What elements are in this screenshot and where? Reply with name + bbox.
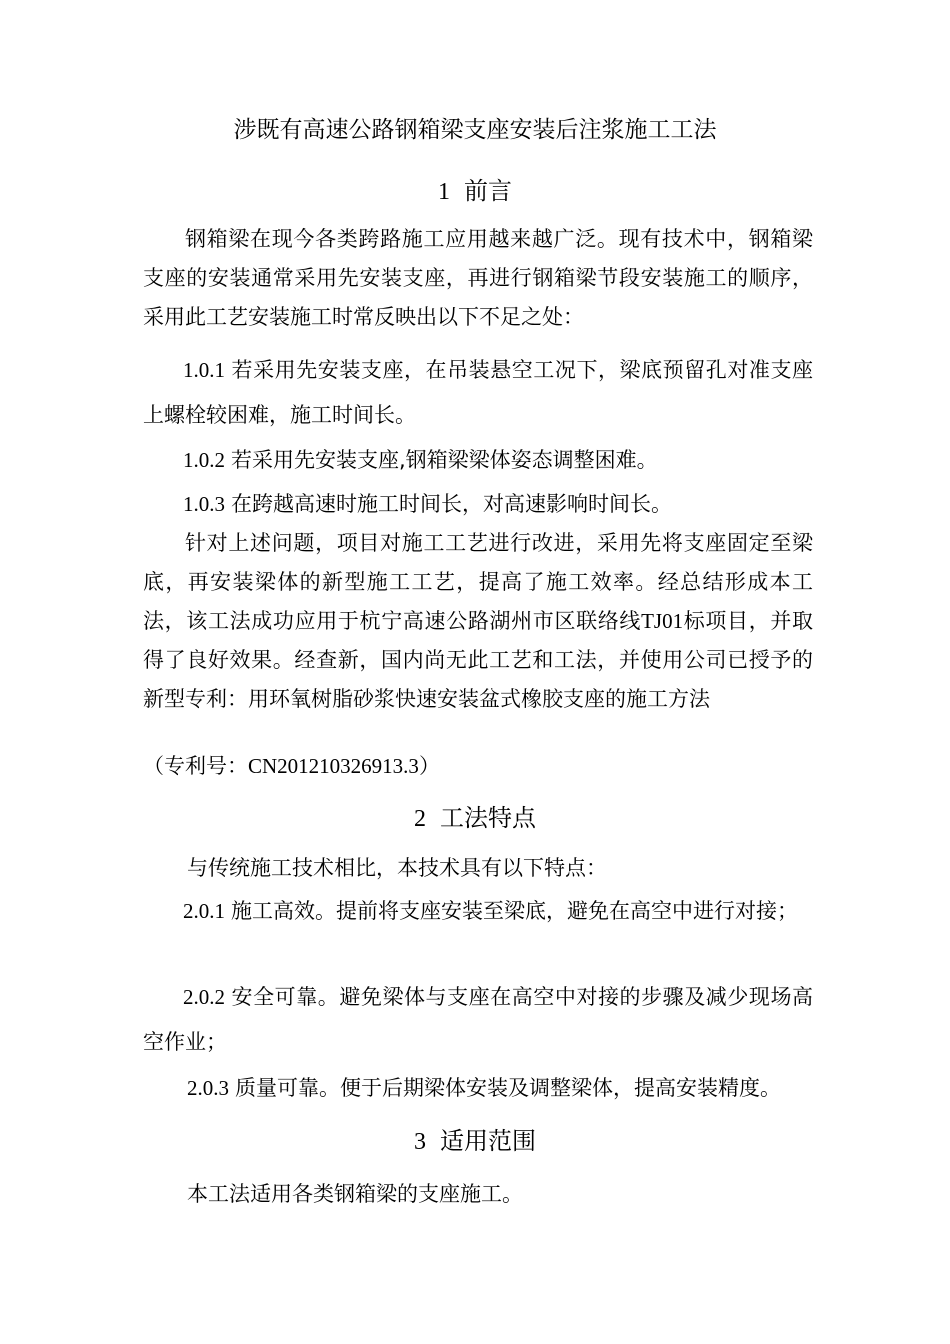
item-code: 1.0.1 [183, 358, 225, 382]
item-text: 施工高效。提前将支座安装至梁底，避免在高空中进行对接； [231, 899, 798, 923]
list-item [183, 488, 672, 518]
section-title: 工法特点 [440, 804, 536, 832]
paragraph-improvement [143, 524, 813, 719]
paragraph-intro: 钢箱梁在现今各类跨路施工应用越来越广泛。现有技术中，钢箱梁支座的安装通常采用先安装支座，再进行钢箱梁节段安装施工的顺序，采用此工艺安装施工时常反映出以下不足之处： [143, 227, 813, 329]
section-number: 2 [414, 806, 426, 832]
item-text: 若采用先安装支座，在吊装悬空工况下，梁底预留孔对准支座上螺栓较困难，施工时间长。 [143, 358, 813, 427]
list-item [183, 444, 658, 474]
item-code: 1.0.2 [183, 448, 225, 472]
list-item [187, 1072, 781, 1102]
document-title: 涉既有高速公路钢箱梁支座安装后注浆施工工法 [233, 117, 717, 143]
item-code: 2.0.3 [187, 1076, 229, 1100]
list-item [143, 348, 813, 438]
item-code: 1.0.3 [183, 492, 225, 516]
section-heading-2 [0, 800, 950, 837]
patent-suffix: ） [418, 754, 440, 778]
section-number: 1 [438, 179, 450, 205]
item-text: 若采用先安装支座,钢箱梁梁体姿态调整困难。 [231, 448, 658, 472]
list-item [143, 975, 813, 1065]
paragraph-text: 针对上述问题，项目对施工工艺进行改进，采用先将支座固定至梁底，再安装梁体的新型施工工艺，提高了施工效率。经总结形成本工法，该工法成功应用于杭宁高速公路湖州市区联络线 [143, 531, 813, 633]
item-code: 2.0.2 [183, 985, 225, 1009]
item-text: 质量可靠。便于后期梁体安装及调整梁体，提高安装精度。 [235, 1076, 781, 1100]
paragraph-intro: 与传统施工技术相比，本技术具有以下特点： [187, 856, 607, 880]
item-text: 安全可靠。避免梁体与支座在高空中对接的步骤及减少现场高空作业； [143, 985, 813, 1054]
section-heading-1 [0, 173, 950, 210]
item-code: 2.0.1 [183, 899, 225, 923]
patent-prefix: （专利号： [143, 754, 248, 778]
patent-number: CN201210326913.3 [248, 754, 419, 778]
section-title: 前言 [464, 177, 512, 205]
paragraph-text: 标项目，并取得了良好效果。经查新，国内尚无此工艺和工法，并使用公司已授予的新型专利：用环氧树脂砂浆快速安装盆式橡胶支座的施工方法 [143, 609, 814, 711]
section-heading-3 [0, 1123, 950, 1160]
section-title: 适用范围 [440, 1127, 536, 1155]
list-item [143, 889, 813, 934]
item-text: 在跨越高速时施工时间长，对高速影响时间长。 [231, 492, 672, 516]
paragraph-scope: 本工法适用各类钢箱梁的支座施工。 [187, 1182, 523, 1206]
patent-line [143, 750, 440, 780]
project-code: TJ01 [641, 609, 684, 633]
section-number: 3 [414, 1129, 426, 1155]
